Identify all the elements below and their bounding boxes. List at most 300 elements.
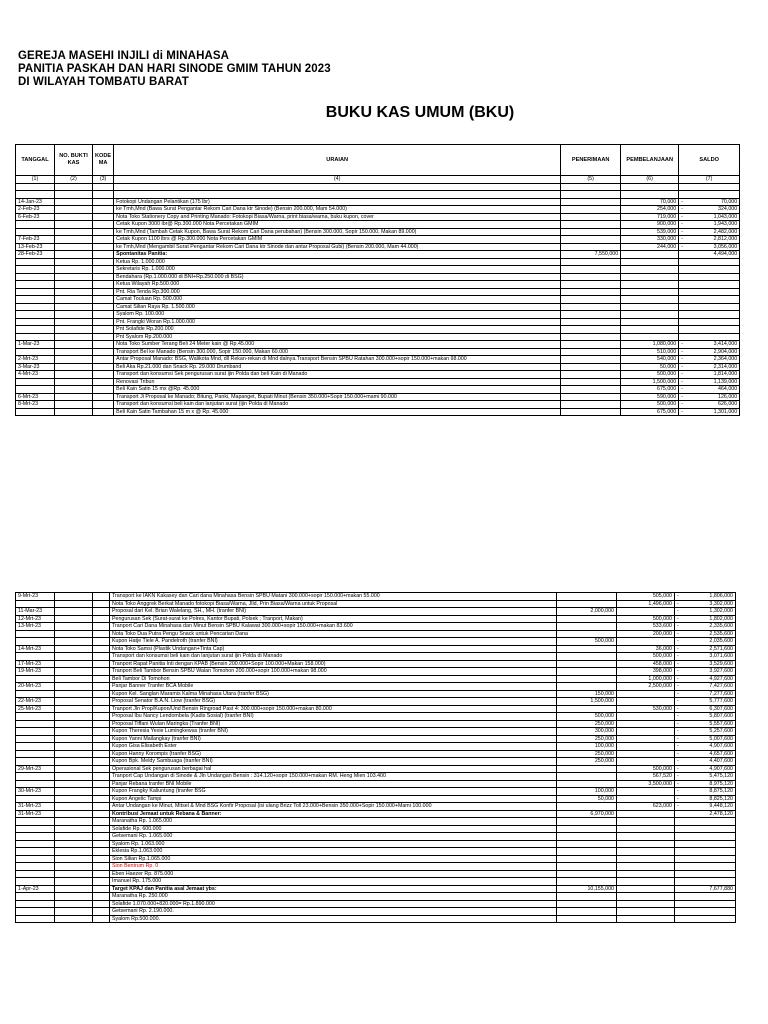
saldo-value: 2,478,120 bbox=[709, 810, 733, 817]
table-row bbox=[16, 765, 736, 773]
cell-pembelanjaan: 330,000 bbox=[621, 236, 679, 244]
cell-kode bbox=[93, 408, 114, 416]
cell-saldo bbox=[675, 758, 736, 766]
cell-kode bbox=[93, 593, 110, 601]
cell-no-bukti bbox=[55, 198, 93, 206]
table-row bbox=[16, 183, 740, 191]
cell-saldo bbox=[675, 683, 736, 691]
table-row bbox=[16, 900, 736, 908]
cell-penerimaan bbox=[557, 818, 617, 826]
cell-saldo bbox=[679, 183, 740, 191]
table-row bbox=[16, 683, 736, 691]
cell-kode bbox=[93, 281, 114, 289]
cell-pembelanjaan bbox=[621, 191, 679, 199]
cell-kode bbox=[93, 660, 110, 668]
table-row bbox=[16, 273, 740, 281]
cell-uraian bbox=[114, 183, 561, 191]
cell-kode bbox=[93, 371, 114, 379]
cell-no-bukti bbox=[55, 401, 93, 409]
table-row bbox=[16, 228, 740, 236]
cell-tanggal bbox=[16, 750, 55, 758]
cell-kode bbox=[93, 645, 110, 653]
cell-tanggal bbox=[16, 630, 55, 638]
cell-tanggal bbox=[16, 386, 55, 394]
table-row bbox=[16, 735, 736, 743]
cell-pembelanjaan bbox=[617, 840, 675, 848]
cell-uraian: Transport Bel ke Manado (Bensin 300.000, Sopir 150.000, Makan 60.000 bbox=[114, 348, 561, 356]
col-number: (7) bbox=[679, 176, 740, 184]
col-number: (5) bbox=[561, 176, 621, 184]
cell-tanggal bbox=[16, 690, 55, 698]
cell-penerimaan bbox=[561, 221, 621, 229]
cell-kode bbox=[93, 788, 110, 796]
cell-kode bbox=[93, 840, 110, 848]
cell-saldo bbox=[679, 191, 740, 199]
table-row bbox=[16, 363, 740, 371]
cell-tanggal: 14-Jan-23 bbox=[16, 198, 55, 206]
cell-tanggal bbox=[16, 311, 55, 319]
table-header-row bbox=[16, 145, 740, 176]
cell-saldo bbox=[675, 615, 736, 623]
col-header-no-bukti: NO. BUKTI KAS bbox=[55, 145, 93, 176]
cell-no-bukti bbox=[55, 675, 93, 683]
cell-uraian: Eklesia Rp.1.063.000 bbox=[110, 848, 557, 856]
cell-pembelanjaan bbox=[617, 728, 675, 736]
cell-penerimaan bbox=[557, 780, 617, 788]
cell-no-bukti bbox=[55, 258, 93, 266]
cell-pembelanjaan: 50,000 bbox=[621, 363, 679, 371]
cell-kode bbox=[93, 356, 114, 364]
cell-kode bbox=[93, 743, 110, 751]
cell-no-bukti bbox=[55, 893, 93, 901]
cell-pembelanjaan: 36,000 bbox=[617, 645, 675, 653]
cell-kode bbox=[93, 243, 114, 251]
saldo-value: 3,071,600 bbox=[709, 653, 733, 659]
cell-pembelanjaan: 539,000 bbox=[621, 228, 679, 236]
cell-pembelanjaan: 1,496,000 bbox=[617, 600, 675, 608]
saldo-sign: - bbox=[681, 348, 683, 355]
cell-penerimaan: 10,155,000 bbox=[557, 885, 617, 893]
cell-kode bbox=[93, 915, 110, 923]
saldo-value: 5,777,600 bbox=[709, 698, 733, 704]
cell-penerimaan bbox=[557, 765, 617, 773]
col-header-pembelanjaan: PEMBELANJAAN bbox=[621, 145, 679, 176]
cell-tanggal bbox=[16, 600, 55, 608]
cell-penerimaan: 250,000 bbox=[557, 750, 617, 758]
saldo-value: 4,907,600 bbox=[709, 743, 733, 749]
cell-tanggal bbox=[16, 318, 55, 326]
cell-no-bukti bbox=[55, 408, 93, 416]
cell-pembelanjaan bbox=[617, 900, 675, 908]
cell-no-bukti bbox=[55, 221, 93, 229]
cell-penerimaan bbox=[561, 198, 621, 206]
cell-kode bbox=[93, 266, 114, 274]
cell-pembelanjaan: 500,000 bbox=[621, 371, 679, 379]
saldo-sign: - bbox=[681, 371, 683, 377]
table-row bbox=[16, 318, 740, 326]
table-row bbox=[16, 236, 740, 244]
cell-no-bukti bbox=[55, 645, 93, 653]
cell-penerimaan bbox=[557, 675, 617, 683]
cell-no-bukti bbox=[55, 773, 93, 781]
table-row bbox=[16, 638, 736, 646]
table-row bbox=[16, 698, 736, 706]
saldo-value: 5,475,120 bbox=[709, 773, 733, 779]
saldo-sign: - bbox=[677, 683, 679, 689]
cell-pembelanjaan: 200,000 bbox=[617, 630, 675, 638]
saldo-value: 4,407,600 bbox=[709, 758, 733, 764]
cell-no-bukti bbox=[55, 593, 93, 601]
cell-saldo bbox=[675, 908, 736, 916]
cell-no-bukti bbox=[55, 818, 93, 826]
saldo-value: 1,943,000 bbox=[713, 221, 738, 227]
cell-kode bbox=[93, 206, 114, 214]
table-row bbox=[16, 750, 736, 758]
cell-tanggal bbox=[16, 840, 55, 848]
saldo-value: 4,494,000 bbox=[713, 251, 738, 257]
cell-kode bbox=[93, 213, 114, 221]
saldo-sign: - bbox=[677, 720, 679, 727]
cell-no-bukti bbox=[55, 848, 93, 856]
col-number: (2) bbox=[55, 176, 93, 184]
cell-penerimaan bbox=[557, 668, 617, 676]
cell-kode bbox=[93, 825, 110, 833]
cell-tanggal bbox=[16, 833, 55, 841]
cell-no-bukti bbox=[55, 296, 93, 304]
cell-saldo bbox=[679, 206, 740, 214]
saldo-sign: - bbox=[677, 705, 679, 712]
cell-penerimaan bbox=[557, 683, 617, 691]
cell-tanggal: 17-Mrt-23 bbox=[16, 660, 55, 668]
cell-kode bbox=[93, 765, 110, 773]
saldo-sign: - bbox=[681, 401, 683, 407]
cell-uraian: Imanuel Rp. 175.000 bbox=[110, 878, 557, 886]
col-header-tanggal: TANGGAL bbox=[16, 145, 55, 176]
cell-tanggal: 30-Mrt-23 bbox=[16, 788, 55, 796]
cell-penerimaan bbox=[561, 288, 621, 296]
cell-saldo bbox=[675, 825, 736, 833]
cell-kode bbox=[93, 303, 114, 311]
cell-uraian: Transport dan konsumsi beli kain dan lanjutan surat (ijin Polda di Manado bbox=[114, 401, 561, 409]
cell-tanggal bbox=[16, 773, 55, 781]
saldo-value: 1,302,000 bbox=[709, 608, 733, 614]
cell-uraian: Nota Toko Sumber Terang Beli 24 Meter kain @ Rp.45.000 bbox=[114, 341, 561, 349]
cell-kode bbox=[93, 363, 114, 371]
saldo-sign: - bbox=[677, 728, 679, 734]
cell-uraian: Camat Touluan Rp. 500.000 bbox=[114, 296, 561, 304]
cell-tanggal bbox=[16, 878, 55, 886]
cell-saldo bbox=[675, 630, 736, 638]
cell-tanggal bbox=[16, 848, 55, 856]
cell-uraian: Syalom Rp. 1.063.000 bbox=[110, 840, 557, 848]
cash-book-table-2 bbox=[15, 592, 736, 923]
cell-uraian: Transport dan konsumsi beli kain dan lanjutan surat ijin Polda di Manado bbox=[110, 653, 557, 661]
cell-kode bbox=[93, 311, 114, 319]
cell-tanggal bbox=[16, 183, 55, 191]
cell-saldo bbox=[675, 885, 736, 893]
cell-pembelanjaan bbox=[617, 885, 675, 893]
cell-pembelanjaan: 458,000 bbox=[617, 660, 675, 668]
col-header-uraian: URAIAN bbox=[114, 145, 561, 176]
cell-penerimaan: 100,000 bbox=[557, 788, 617, 796]
saldo-value: 8,825,120 bbox=[709, 795, 733, 802]
cell-penerimaan bbox=[561, 333, 621, 341]
cell-no-bukti bbox=[55, 236, 93, 244]
cell-tanggal: 2-Feb-23 bbox=[16, 206, 55, 214]
saldo-value: 5,007,600 bbox=[709, 735, 733, 742]
cell-penerimaan bbox=[557, 840, 617, 848]
cell-pembelanjaan bbox=[621, 288, 679, 296]
cell-no-bukti bbox=[55, 870, 93, 878]
cell-tanggal: 22-Mrt-23 bbox=[16, 698, 55, 706]
cell-penerimaan bbox=[557, 615, 617, 623]
cell-no-bukti bbox=[55, 191, 93, 199]
cell-kode bbox=[93, 393, 114, 401]
cell-no-bukti bbox=[55, 705, 93, 713]
cell-saldo bbox=[679, 243, 740, 251]
cell-saldo bbox=[679, 266, 740, 274]
cell-no-bukti bbox=[55, 333, 93, 341]
cell-saldo bbox=[679, 221, 740, 229]
table-row bbox=[16, 908, 736, 916]
cell-tanggal: 31-Mrt-23 bbox=[16, 810, 55, 818]
cell-no-bukti bbox=[55, 803, 93, 811]
cell-saldo bbox=[675, 728, 736, 736]
cell-kode bbox=[93, 878, 110, 886]
saldo-value: 464,000 bbox=[718, 386, 738, 392]
table-row bbox=[16, 401, 740, 409]
cell-no-bukti bbox=[55, 863, 93, 871]
cell-uraian: Operasional Sek pengurusan berbagai hal bbox=[110, 765, 557, 773]
cell-penerimaan bbox=[561, 401, 621, 409]
cell-saldo bbox=[675, 713, 736, 721]
cell-uraian: Kontribusi Jemaat untuk Rebana & Banner: bbox=[110, 810, 557, 818]
saldo-value: 1,043,000 bbox=[713, 213, 738, 220]
col-header-kode: KODE MA bbox=[93, 145, 114, 176]
cell-penerimaan bbox=[561, 183, 621, 191]
cell-pembelanjaan bbox=[617, 743, 675, 751]
table-row bbox=[16, 758, 736, 766]
cell-saldo bbox=[679, 303, 740, 311]
cell-kode bbox=[93, 728, 110, 736]
cell-saldo bbox=[675, 855, 736, 863]
cell-uraian: Kupon Yanni Mailangkay (tranfer BNI) bbox=[110, 735, 557, 743]
cell-tanggal bbox=[16, 728, 55, 736]
cell-penerimaan bbox=[561, 258, 621, 266]
cell-no-bukti bbox=[55, 228, 93, 236]
cell-pembelanjaan bbox=[617, 833, 675, 841]
cell-tanggal bbox=[16, 638, 55, 646]
cell-kode bbox=[93, 795, 110, 803]
saldo-sign: - bbox=[681, 341, 683, 347]
cell-tanggal bbox=[16, 855, 55, 863]
cell-pembelanjaan: 1,000,000 bbox=[617, 675, 675, 683]
col-header-saldo: SALDO bbox=[679, 145, 740, 176]
cell-pembelanjaan: 505,000 bbox=[617, 593, 675, 601]
saldo-value: 5,257,600 bbox=[709, 728, 733, 734]
cell-penerimaan: 7,550,000 bbox=[561, 251, 621, 259]
table-row bbox=[16, 221, 740, 229]
saldo-value: 2,812,000 bbox=[713, 236, 738, 242]
cell-saldo bbox=[675, 810, 736, 818]
cell-tanggal bbox=[16, 333, 55, 341]
table-row bbox=[16, 915, 736, 923]
cell-kode bbox=[93, 600, 110, 608]
table-row bbox=[16, 243, 740, 251]
saldo-value: 4,657,600 bbox=[709, 750, 733, 757]
cell-no-bukti bbox=[55, 281, 93, 289]
cell-pembelanjaan bbox=[621, 258, 679, 266]
cell-uraian: Kupon Theresia Yexie Lumingkewas (tranfer BNI) bbox=[110, 728, 557, 736]
cell-penerimaan bbox=[557, 863, 617, 871]
table-row bbox=[16, 356, 740, 364]
committee-name: PANITIA PASKAH DAN HARI SINODE GMIM TAHUN 2023 bbox=[18, 63, 331, 75]
cell-tanggal bbox=[16, 825, 55, 833]
cell-kode bbox=[93, 638, 110, 646]
table-row bbox=[16, 818, 736, 826]
table-row bbox=[16, 191, 740, 199]
cell-uraian: Sekretaris Rp. 1.000.000 bbox=[114, 266, 561, 274]
cell-uraian: Transport dan konsumsi Sek pengurusan surat ijin Polda dan beli Kain di Manado bbox=[114, 371, 561, 379]
cell-uraian: Maranatha Rp. 1.065.000 bbox=[110, 818, 557, 826]
cell-uraian: Pengurusan Sek (Surat-surat ke Polres, Kantor Bupati, Polsek ; Tranport, Makan) bbox=[110, 615, 557, 623]
saldo-sign: - bbox=[677, 795, 679, 802]
cell-pembelanjaan: 70,000 bbox=[621, 198, 679, 206]
cell-no-bukti bbox=[55, 825, 93, 833]
cell-no-bukti bbox=[55, 908, 93, 916]
cell-penerimaan bbox=[557, 848, 617, 856]
cell-penerimaan bbox=[561, 191, 621, 199]
cell-uraian: Kupon Hanny Korompis (tranfer BSG) bbox=[110, 750, 557, 758]
cell-pembelanjaan bbox=[621, 296, 679, 304]
cell-uraian: Cetak Kupon 3000 lbr@ Rp.300.000 Nota Percetakan GMIM bbox=[114, 221, 561, 229]
saldo-value: 1,301,000 bbox=[713, 408, 738, 415]
cell-no-bukti bbox=[55, 288, 93, 296]
column-number-row bbox=[16, 176, 740, 184]
table-row bbox=[16, 825, 736, 833]
table-row bbox=[16, 593, 736, 601]
cell-saldo bbox=[675, 765, 736, 773]
cell-penerimaan: 500,000 bbox=[557, 713, 617, 721]
cell-penerimaan bbox=[557, 825, 617, 833]
saldo-sign: - bbox=[677, 780, 679, 787]
cell-penerimaan: 50,000 bbox=[557, 795, 617, 803]
table-row bbox=[16, 615, 736, 623]
saldo-sign: - bbox=[677, 653, 679, 659]
saldo-sign: - bbox=[681, 356, 683, 362]
saldo-value: 626,000 bbox=[718, 401, 738, 407]
cell-tanggal bbox=[16, 296, 55, 304]
cell-no-bukti bbox=[55, 840, 93, 848]
table-row bbox=[16, 863, 736, 871]
cell-kode bbox=[93, 386, 114, 394]
table-row bbox=[16, 788, 736, 796]
cell-pembelanjaan bbox=[621, 251, 679, 259]
cell-tanggal: 2-Mrt-23 bbox=[16, 356, 55, 364]
cell-penerimaan: 500,000 bbox=[557, 638, 617, 646]
saldo-sign: - bbox=[677, 645, 679, 652]
cell-pembelanjaan: 500,000 bbox=[617, 615, 675, 623]
cell-tanggal bbox=[16, 288, 55, 296]
cell-pembelanjaan bbox=[621, 303, 679, 311]
cell-penerimaan: 250,000 bbox=[557, 720, 617, 728]
cell-kode bbox=[93, 198, 114, 206]
cell-kode bbox=[93, 653, 110, 661]
cell-penerimaan bbox=[557, 908, 617, 916]
cell-no-bukti bbox=[55, 243, 93, 251]
cell-penerimaan bbox=[561, 408, 621, 416]
cell-uraian: Kupon Frangky Kaliuntung (tranfer BSG bbox=[110, 788, 557, 796]
cell-saldo bbox=[675, 848, 736, 856]
cell-pembelanjaan bbox=[617, 810, 675, 818]
saldo-sign: - bbox=[677, 600, 679, 607]
cell-kode bbox=[93, 401, 114, 409]
saldo-sign: - bbox=[681, 378, 683, 385]
cell-uraian: Beli Aka Rp.21.000 dan Snack Rp. 29.000 Drumband bbox=[114, 363, 561, 371]
cell-penerimaan bbox=[561, 356, 621, 364]
cell-no-bukti bbox=[55, 363, 93, 371]
saldo-sign: - bbox=[677, 803, 679, 809]
cell-penerimaan bbox=[557, 878, 617, 886]
cell-tanggal: 19-Mrt-23 bbox=[16, 668, 55, 676]
cell-uraian: Syalom Rp.500.000. bbox=[110, 915, 557, 923]
cell-uraian: Proposal Tiffani Wulan Maringka (Tranfer BNI) bbox=[110, 720, 557, 728]
cell-kode bbox=[93, 803, 110, 811]
cell-pembelanjaan bbox=[621, 273, 679, 281]
saldo-value: 2,035,600 bbox=[709, 638, 733, 644]
cell-tanggal: 12-Mrt-23 bbox=[16, 615, 55, 623]
cell-uraian: Beli Kain Satin 15 mx @Rp. 45.000 bbox=[114, 386, 561, 394]
cell-pembelanjaan: 2,500,000 bbox=[617, 683, 675, 691]
cell-kode bbox=[93, 615, 110, 623]
cell-saldo bbox=[679, 251, 740, 259]
cell-saldo bbox=[679, 371, 740, 379]
cell-tanggal: 14-Mrt-23 bbox=[16, 645, 55, 653]
cell-kode bbox=[93, 758, 110, 766]
cell-no-bukti bbox=[55, 303, 93, 311]
cell-penerimaan bbox=[561, 371, 621, 379]
cell-saldo bbox=[679, 236, 740, 244]
cell-tanggal: 28-Feb-23 bbox=[16, 251, 55, 259]
cell-tanggal: 11-Mar-23 bbox=[16, 608, 55, 616]
cell-no-bukti bbox=[55, 630, 93, 638]
saldo-value: 1,802,000 bbox=[709, 615, 733, 622]
cell-tanggal bbox=[16, 743, 55, 751]
cell-saldo bbox=[675, 893, 736, 901]
cell-no-bukti bbox=[55, 743, 93, 751]
saldo-sign: - bbox=[677, 735, 679, 742]
saldo-sign: - bbox=[677, 638, 679, 644]
cell-pembelanjaan bbox=[621, 183, 679, 191]
cell-kode bbox=[93, 251, 114, 259]
cell-no-bukti bbox=[55, 660, 93, 668]
cell-penerimaan bbox=[557, 593, 617, 601]
cell-penerimaan bbox=[557, 653, 617, 661]
cell-no-bukti bbox=[55, 728, 93, 736]
cell-saldo bbox=[675, 705, 736, 713]
table-row bbox=[16, 348, 740, 356]
cell-tanggal bbox=[16, 870, 55, 878]
cell-uraian: Nota Toko Anggrek Berkat Manado fotokopi Biasa/Warna, Jlld, Prin Biasa/Warna untuk Proposal bbox=[110, 600, 557, 608]
cell-uraian: Tranport Cari Dana Minahasa dan Minut Bensin SPBU Kalawat 300.000+sopir 150.000+makan 83.600 bbox=[110, 623, 557, 631]
cell-tanggal: 1-Mar-23 bbox=[16, 341, 55, 349]
cell-no-bukti bbox=[55, 735, 93, 743]
cell-no-bukti bbox=[55, 623, 93, 631]
col-number: (1) bbox=[16, 176, 55, 184]
col-header-penerimaan: PENERIMAAN bbox=[561, 145, 621, 176]
cell-saldo bbox=[675, 750, 736, 758]
cell-saldo bbox=[679, 393, 740, 401]
